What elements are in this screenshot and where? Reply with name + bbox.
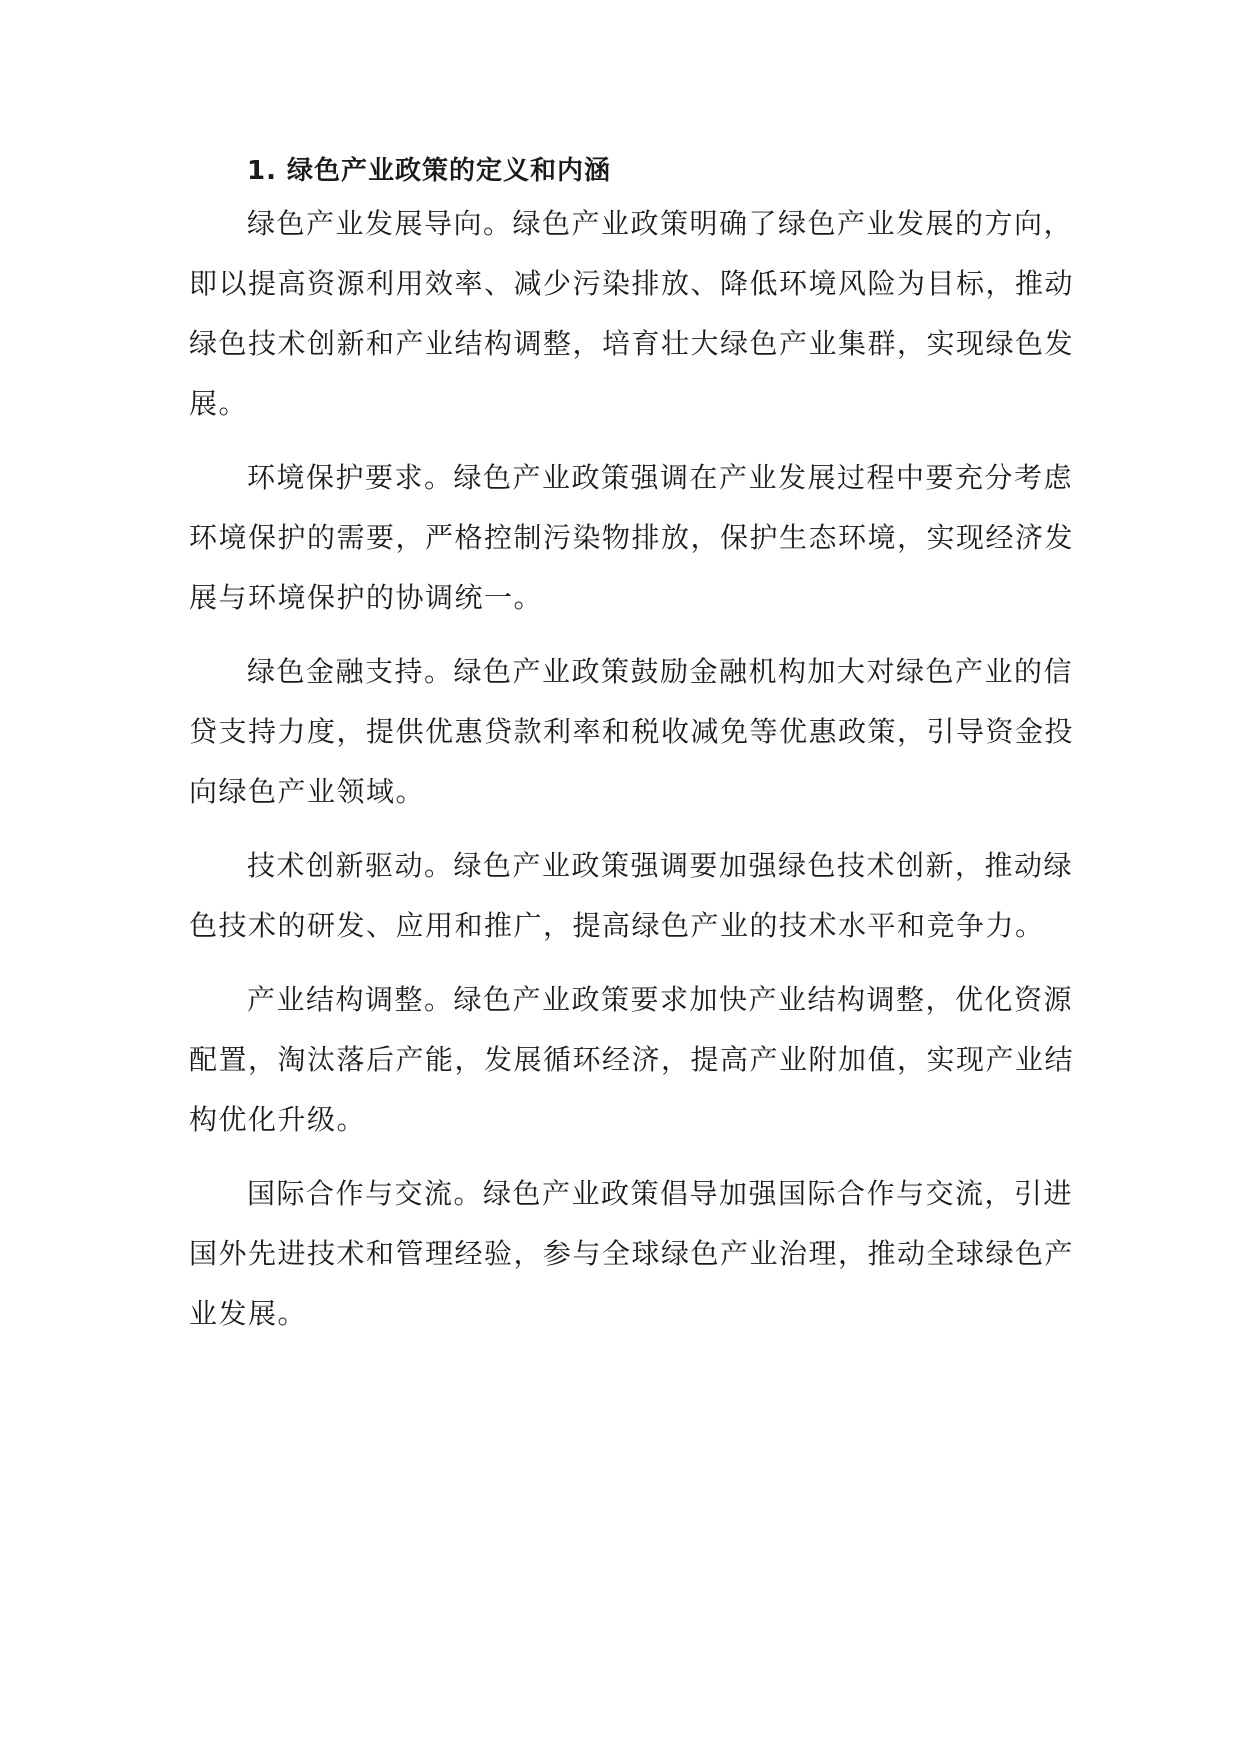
paragraph-3-line-1: 绿色金融支持。绿色产业政策鼓励金融机构加大对绿色产业的信 <box>247 655 1074 688</box>
paragraph-2-line-3: 展与环境保护的协调统一。 <box>189 581 544 614</box>
paragraph-5-line-1: 产业结构调整。绿色产业政策要求加快产业结构调整，优化资源 <box>247 983 1074 1016</box>
paragraph-6-line-1: 国际合作与交流。绿色产业政策倡导加强国际合作与交流，引进 <box>247 1177 1074 1210</box>
paragraph-1-line-2: 即以提高资源利用效率、减少污染排放、降低环境风险为目标，推动 <box>189 267 1075 300</box>
paragraph-4-line-2: 色技术的研发、应用和推广，提高绿色产业的技术水平和竞争力。 <box>189 909 1045 942</box>
section-heading: 1. 绿色产业政策的定义和内涵 <box>247 156 612 186</box>
paragraph-2-line-2: 环境保护的需要，严格控制污染物排放，保护生态环境，实现经济发 <box>189 521 1075 554</box>
paragraph-1-line-3: 绿色技术创新和产业结构调整，培育壮大绿色产业集群，实现绿色发 <box>189 327 1075 360</box>
paragraph-4-line-1: 技术创新驱动。绿色产业政策强调要加强绿色技术创新，推动绿 <box>247 849 1074 882</box>
paragraph-5-line-3: 构优化升级。 <box>189 1103 367 1136</box>
paragraph-1-line-4: 展。 <box>189 387 249 420</box>
paragraph-3-line-2: 贷支持力度，提供优惠贷款利率和税收减免等优惠政策，引导资金投 <box>189 715 1075 748</box>
paragraph-3-line-3: 向绿色产业领域。 <box>189 775 426 808</box>
paragraph-6-line-2: 国外先进技术和管理经验，参与全球绿色产业治理，推动全球绿色产 <box>189 1237 1075 1270</box>
paragraph-2-line-1: 环境保护要求。绿色产业政策强调在产业发展过程中要充分考虑 <box>247 461 1074 494</box>
paragraph-6-line-3: 业发展。 <box>189 1297 308 1330</box>
paragraph-1-line-1: 绿色产业发展导向。绿色产业政策明确了绿色产业发展的方向， <box>247 207 1074 240</box>
paragraph-5-line-2: 配置，淘汰落后产能，发展循环经济，提高产业附加值，实现产业结 <box>189 1043 1075 1076</box>
